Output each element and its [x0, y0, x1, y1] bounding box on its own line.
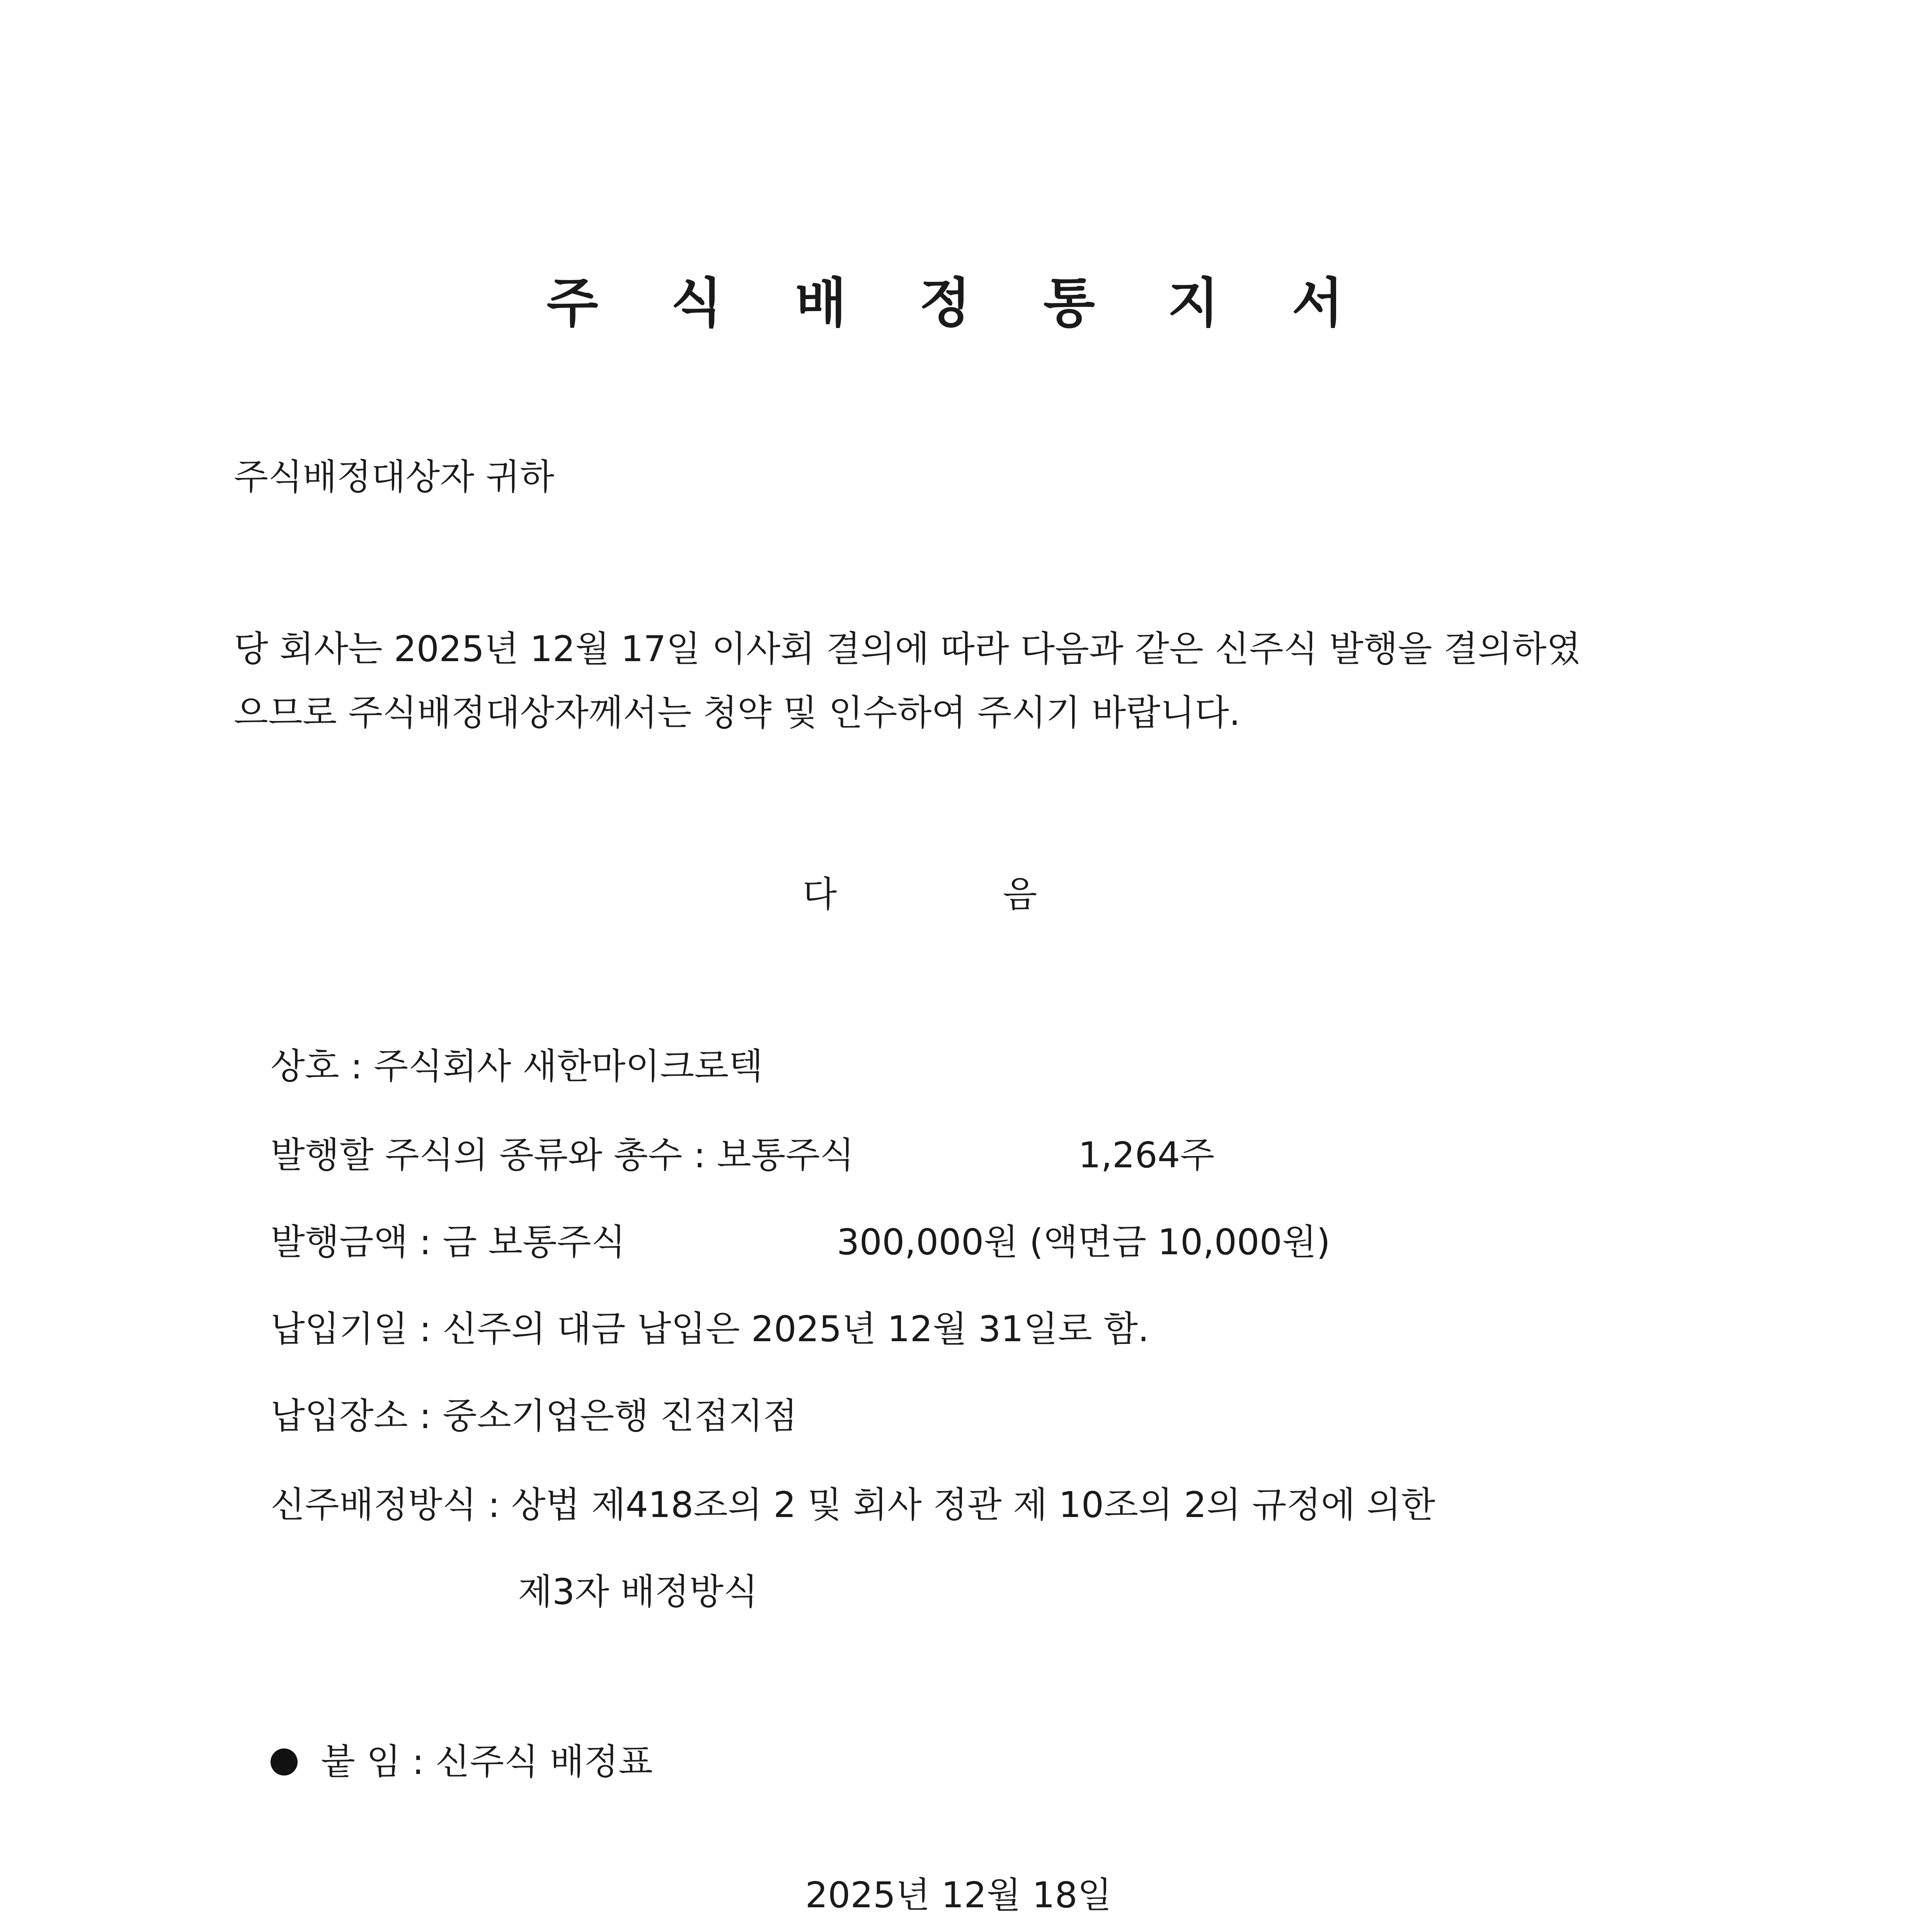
issue-amount-value: 300,000원 (액면금 10,000원) [837, 1221, 1330, 1263]
recipient-line: 주식배정대상자 귀하 [234, 456, 555, 498]
allotment-method-item: 신주배정방식 : 상법 제418조의 2 및 회사 정관 제 10조의 2의 규정에 의한 [271, 1484, 1435, 1526]
intro-paragraph-line-2: 으므로 주식배정대상자께서는 청약 및 인수하여 주시기 바랍니다. [234, 692, 1241, 733]
stock-type-item [271, 1132, 1430, 1179]
stock-type-value: 1,264주 [1078, 1134, 1215, 1176]
section-heading: 다 음 [802, 874, 1115, 915]
bullet-icon [271, 1748, 298, 1776]
issue-amount-label: 발행금액 : 금 보통주식 [271, 1221, 626, 1263]
payment-date-item: 납입기일 : 신주의 대금 납입은 2025년 12월 31일로 함. [271, 1308, 1149, 1350]
payment-place-item: 납입장소 : 중소기업은행 진접지점 [271, 1395, 797, 1437]
attachment-line [271, 1739, 653, 1785]
document-title: 주 식 배 정 통 지 서 [546, 272, 1371, 334]
stock-type-label: 발행할 주식의 종류와 총수 : 보통주식 [271, 1134, 855, 1176]
trade-name-item: 상호 : 주식회사 새한마이크로텍 [271, 1046, 763, 1087]
intro-paragraph-line-1: 당 회사는 2025년 12월 17일 이사회 결의에 따라 다음과 같은 신주식 발행을 결의하였 [234, 628, 1581, 670]
issue-date: 2025년 12월 18일 [805, 1874, 1112, 1916]
allotment-method-continuation: 제3자 배정방식 [518, 1571, 758, 1612]
issue-amount-item [271, 1219, 1430, 1265]
attachment-label: 붙 임 : 신주식 배정표 [321, 1741, 653, 1782]
